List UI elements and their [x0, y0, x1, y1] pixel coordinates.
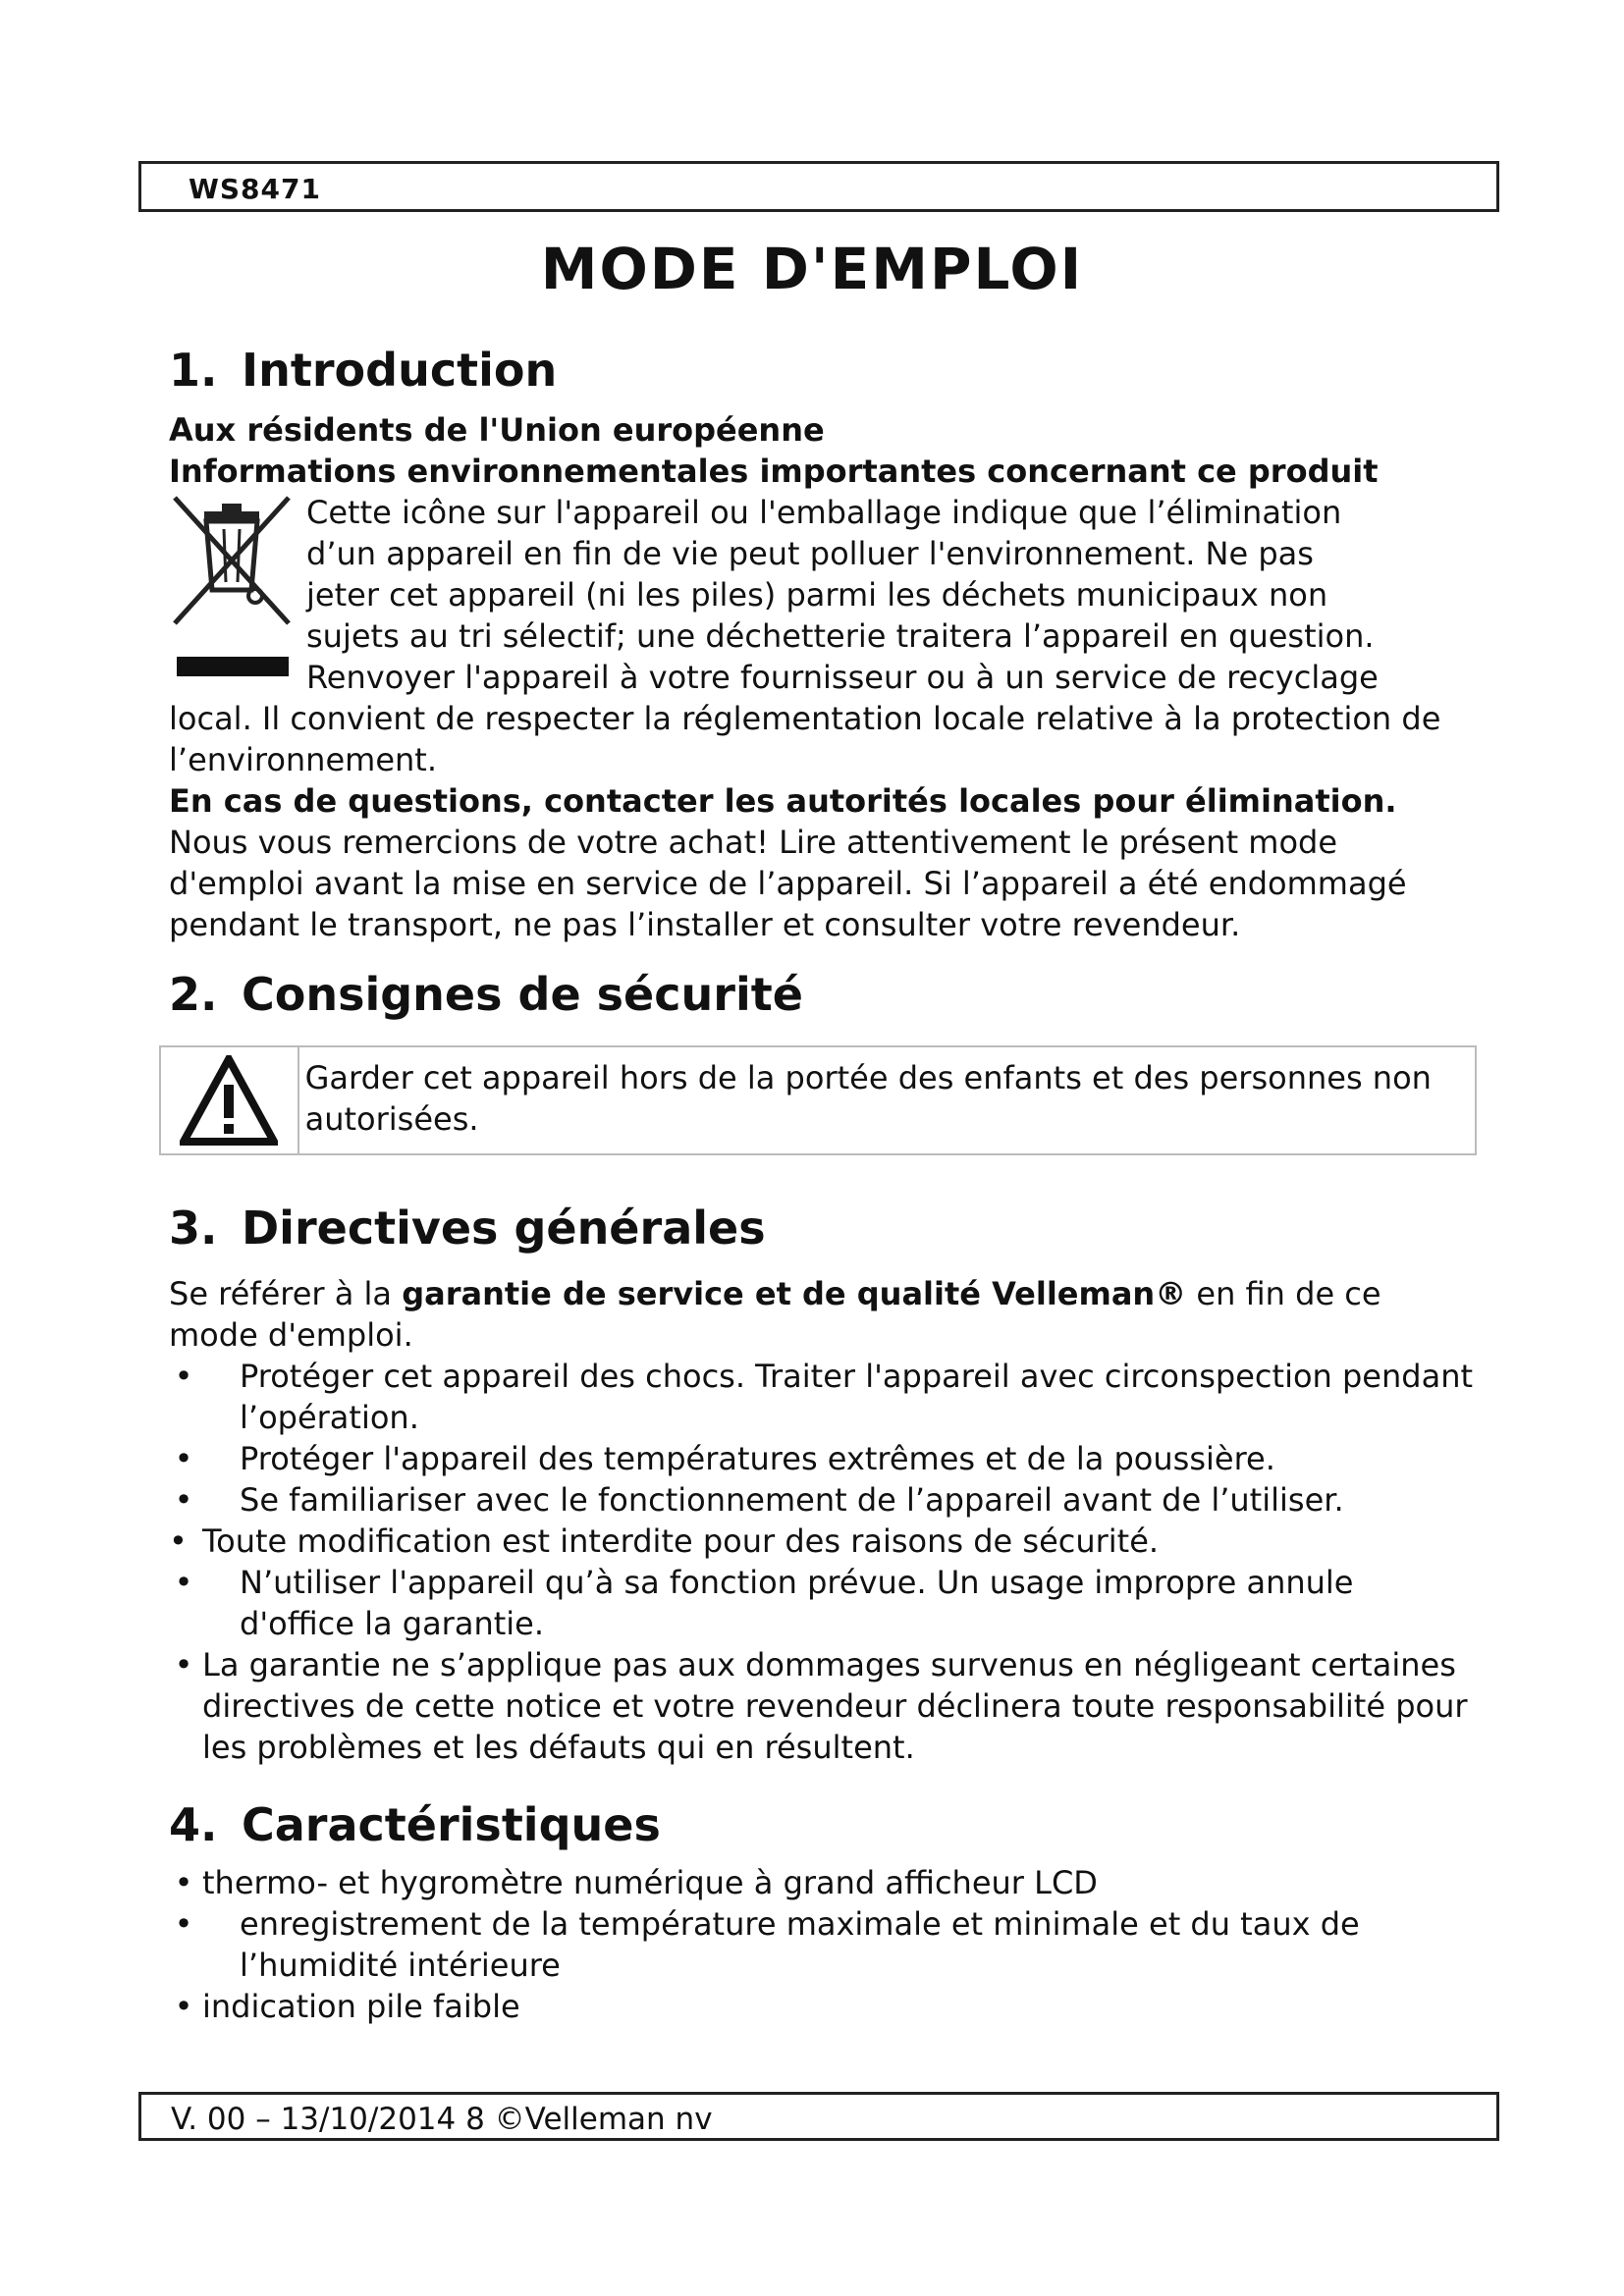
- product-code: WS8471: [189, 173, 321, 205]
- section-title: Caractéristiques: [242, 1798, 661, 1851]
- warranty-ref-bold: garantie de service et de qualité Velleman®: [402, 1275, 1187, 1312]
- section-heading-safety: [169, 963, 1475, 1026]
- warning-triangle-icon: [180, 1055, 278, 1146]
- bullet: •: [174, 1864, 193, 1901]
- list-item: • N’utiliser l'appareil qu’à sa fonction prévue. Un usage impropre annule d'office la garantie.: [169, 1562, 1475, 1644]
- weee-notice: [169, 492, 1475, 780]
- weee-tail: local. Il convient de respecter la réglementation locale relative à la protection de l’environnement.: [169, 700, 1441, 778]
- bullet: •: [174, 1988, 193, 2025]
- bullet: •: [174, 1564, 193, 1601]
- page-footer: [138, 2092, 1499, 2141]
- section-title: Directives générales: [242, 1201, 766, 1255]
- weee-line-1: Cette icône sur l'appareil ou l'emballage indique que l’élimination: [306, 494, 1342, 531]
- safety-warning-box: [159, 1045, 1477, 1155]
- general-guidelines-list: [169, 1356, 1475, 1768]
- features-list: [169, 1862, 1475, 2027]
- bullet: •: [174, 1905, 193, 1943]
- weee-line-5: Renvoyer l'appareil à votre fournisseur ou à un service de recyclage: [306, 659, 1379, 696]
- eu-residents-subheading: Aux résidents de l'Union européenne: [169, 411, 825, 449]
- section-title: Introduction: [242, 344, 558, 397]
- warranty-ref-post: en fin de ce mode d'emploi.: [169, 1275, 1381, 1354]
- section-number: 4.: [169, 1798, 218, 1851]
- warning-icon-cell: [161, 1047, 299, 1153]
- weee-line-3: jeter cet appareil (ni les piles) parmi les déchets municipaux non: [306, 576, 1328, 614]
- bullet: •: [169, 1522, 188, 1560]
- thanks-paragraph: Nous vous remercions de votre achat! Lire attentivement le présent mode d'emploi avant la mise en service de l’appareil. Si l’appareil a été endommagé pendant le transport, ne pas l’installer et consulter votre revendeur.: [169, 824, 1407, 943]
- section-number: 1.: [169, 344, 218, 397]
- section-number: 3.: [169, 1201, 218, 1255]
- list-item: • Protéger l'appareil des températures extrêmes et de la poussière.: [169, 1438, 1475, 1479]
- weee-line-4: sujets au tri sélectif; une déchetterie traitera l’appareil en question.: [306, 617, 1375, 655]
- environment-subheading: Informations environnementales importantes concernant ce produit: [169, 453, 1379, 490]
- list-item: • indication pile faible: [169, 1986, 1475, 2027]
- list-item: • La garantie ne s’applique pas aux dommages survenus en négligeant certaines directives de cette notice et votre revendeur déclinera toute responsabilité pour les problèmes et les défauts qui en résultent.: [169, 1644, 1475, 1768]
- bullet: •: [174, 1481, 193, 1519]
- questions-notice: En cas de questions, contacter les autorités locales pour élimination.: [169, 782, 1397, 820]
- page-header: [138, 161, 1499, 212]
- warranty-reference: [169, 1273, 1475, 1356]
- list-item: • thermo- et hygromètre numérique à grand afficheur LCD: [169, 1862, 1475, 1903]
- list-item: • Se familiariser avec le fonctionnement de l’appareil avant de l’utiliser.: [169, 1479, 1475, 1521]
- weee-line-2: d’un appareil en fin de vie peut polluer l'environnement. Ne pas: [306, 535, 1314, 572]
- list-item: • enregistrement de la température maximale et minimale et du taux de l’humidité intérieure: [169, 1903, 1475, 1986]
- footer-version: V. 00 – 13/10/2014 8 ©Velleman nv: [171, 2102, 713, 2137]
- list-item: • Protéger cet appareil des chocs. Traiter l'appareil avec circonspection pendant l’opération.: [169, 1356, 1475, 1438]
- crossed-bin-icon: [169, 492, 297, 678]
- section-heading-general: [169, 1197, 1475, 1259]
- section-heading-features: [169, 1793, 1475, 1856]
- section-heading-introduction: [169, 339, 1475, 401]
- list-item: • Toute modification est interdite pour des raisons de sécurité.: [169, 1522, 1160, 1560]
- section-number: 2.: [169, 968, 218, 1021]
- page-title: MODE D'EMPLOI: [540, 236, 1084, 302]
- bullet: •: [174, 1440, 193, 1477]
- safety-warning-text: Garder cet appareil hors de la portée des enfants et des personnes non autorisées.: [304, 1059, 1432, 1138]
- warranty-ref-pre: Se référer à la: [169, 1275, 403, 1312]
- document-body: [169, 339, 1475, 2027]
- bullet: •: [174, 1646, 193, 1683]
- bullet: •: [174, 1358, 193, 1395]
- section-title: Consignes de sécurité: [242, 968, 803, 1021]
